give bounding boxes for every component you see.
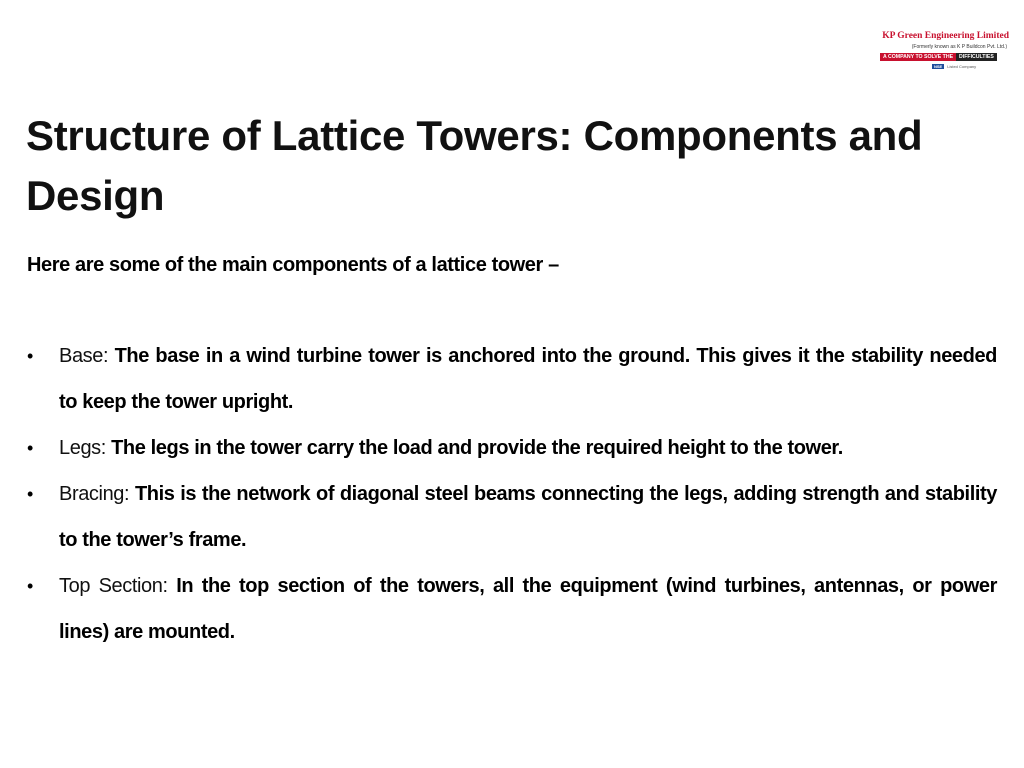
item-term: Base: bbox=[59, 345, 109, 367]
item-term: Legs: bbox=[59, 437, 106, 459]
item-term: Bracing: bbox=[59, 483, 130, 505]
list-item-bracing bbox=[27, 471, 997, 563]
bullet-icon: • bbox=[27, 576, 33, 596]
logo-listed-row bbox=[932, 64, 976, 69]
logo-company-name: KP Green Engineering Limited bbox=[882, 31, 1009, 41]
item-description: This is the network of diagonal steel beams connecting the legs, adding strength and stability to the tower’s frame. bbox=[59, 483, 997, 551]
bullet-icon: • bbox=[27, 346, 33, 366]
bullet-icon: • bbox=[27, 484, 33, 504]
item-description: The legs in the tower carry the load and provide the required height to the tower. bbox=[111, 437, 843, 459]
item-description: In the top section of the towers, all the equipment (wind turbines, antennas, or power lines) are mounted. bbox=[59, 575, 997, 643]
list-item-top-section bbox=[27, 563, 997, 655]
slide-title: Structure of Lattice Towers: Components and Design bbox=[26, 112, 923, 219]
item-description: The base in a wind turbine tower is anchored into the ground. This gives it the stability needed to keep the tower upright. bbox=[59, 345, 997, 413]
list-item-base bbox=[27, 333, 997, 425]
logo-tagline bbox=[880, 53, 997, 61]
logo-formerly-text: (Formerly known as K P Buildcon Pvt. Ltd.) bbox=[911, 44, 1007, 50]
company-logo bbox=[877, 31, 1009, 81]
nse-badge: NSE bbox=[934, 64, 943, 69]
list-item-legs bbox=[27, 425, 997, 471]
logo-tagline-part2: DIFFICULTIES bbox=[956, 53, 997, 61]
logo-tagline-part1: A COMPANY TO SOLVE THE bbox=[880, 53, 956, 61]
component-list bbox=[27, 333, 997, 655]
item-term: Top Section: bbox=[59, 575, 168, 597]
bullet-icon: • bbox=[27, 438, 33, 458]
slide-intro: Here are some of the main components of a lattice tower – bbox=[27, 254, 559, 276]
logo-listed-text: Listed Company bbox=[947, 64, 977, 69]
